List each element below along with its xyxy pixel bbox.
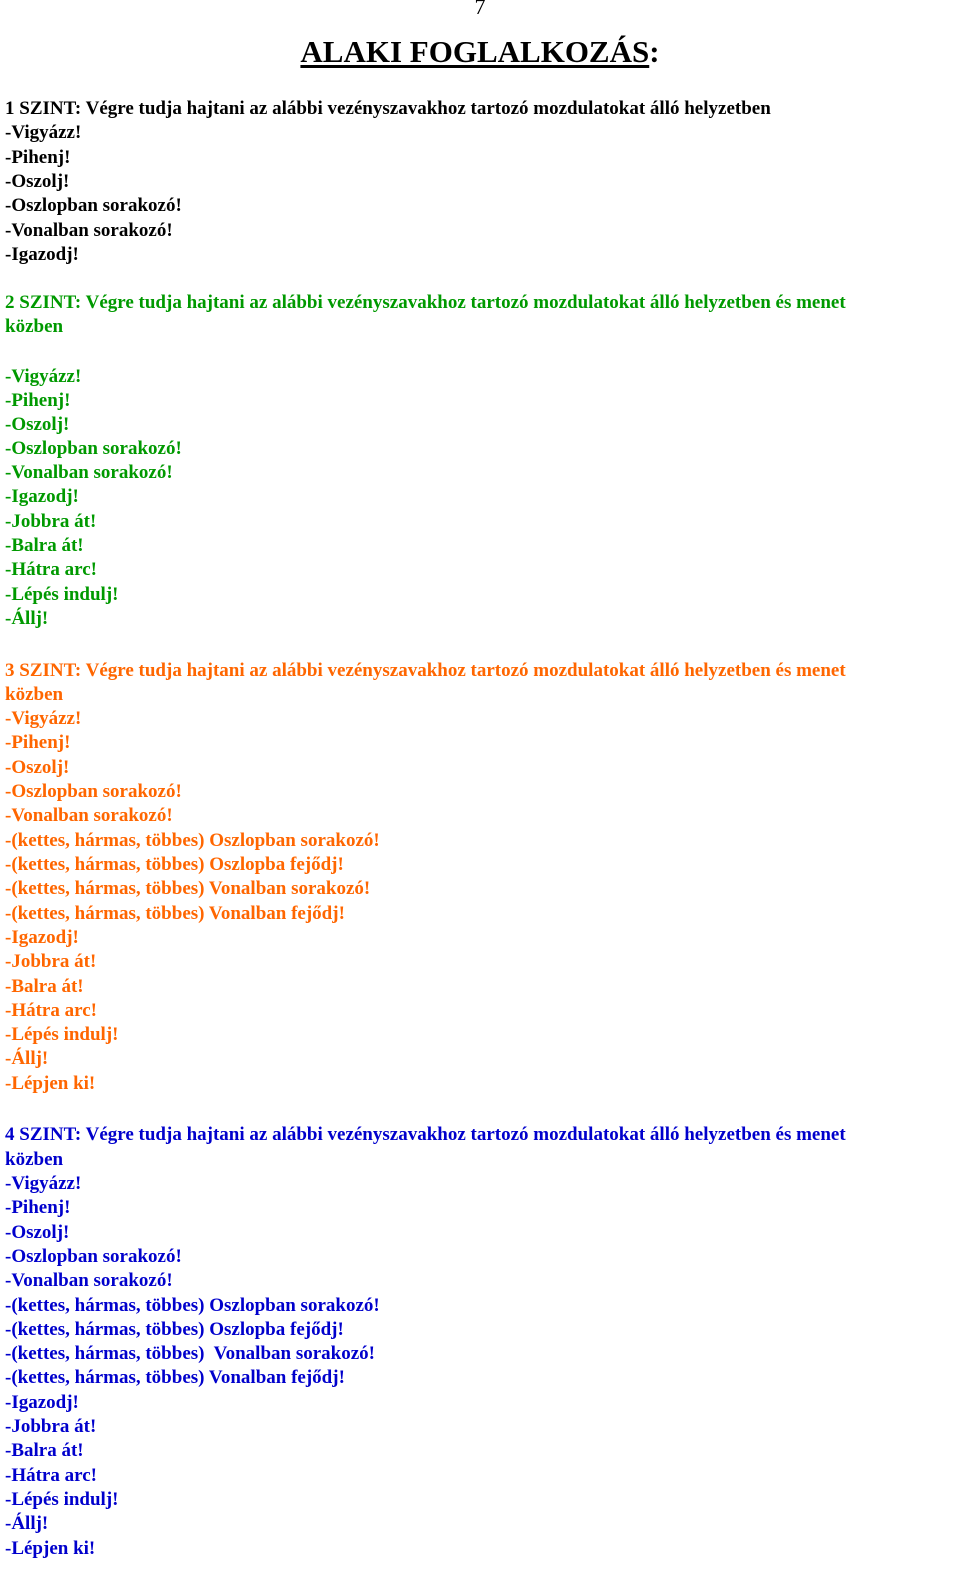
level-3-item: -Pihenj! xyxy=(5,732,71,753)
level-3-heading-cont: közben xyxy=(5,684,64,705)
level-4-item: -(kettes, hármas, többes) Vonalban fejődj! xyxy=(5,1367,345,1388)
level-2-heading-cont: közben xyxy=(5,316,64,337)
level-2-item: -Állj! xyxy=(5,608,49,629)
level-4-item: -Balra át! xyxy=(5,1440,84,1461)
level-3-item: -Oszlopban sorakozó! xyxy=(5,781,182,802)
level-2-heading: 2 SZINT: Végre tudja hajtani az alábbi vezényszavakhoz tartozó mozdulatokat álló helyzetben és menet xyxy=(5,292,846,313)
level-3-item: -(kettes, hármas, többes) Oszlopba fejődj! xyxy=(5,854,344,875)
level-1-item: -Oszlopban sorakozó! xyxy=(5,195,182,216)
level-2-item: -Igazodj! xyxy=(5,486,79,507)
level-2-item: -Vigyázz! xyxy=(5,366,82,387)
level-1-item: -Igazodj! xyxy=(5,244,79,265)
level-3-item: -Állj! xyxy=(5,1048,49,1069)
level-2-item: -Vonalban sorakozó! xyxy=(5,462,173,483)
page-title xyxy=(0,34,960,70)
level-3-item: -Vonalban sorakozó! xyxy=(5,805,173,826)
level-2-item: -Pihenj! xyxy=(5,390,71,411)
level-4-item: -Pihenj! xyxy=(5,1197,71,1218)
level-3-item: -Lépés indulj! xyxy=(5,1024,119,1045)
level-1-item: -Oszolj! xyxy=(5,171,70,192)
level-3-item: -(kettes, hármas, többes) Vonalban sorakozó! xyxy=(5,878,371,899)
level-4-item: -Jobbra át! xyxy=(5,1416,97,1437)
level-3-item: -Balra át! xyxy=(5,976,84,997)
level-4-item: -Oszolj! xyxy=(5,1222,70,1243)
level-4-item: -Vigyázz! xyxy=(5,1173,82,1194)
level-4-item: -Állj! xyxy=(5,1513,49,1534)
level-3-item: -Jobbra át! xyxy=(5,951,97,972)
level-4-item: -Vonalban sorakozó! xyxy=(5,1270,173,1291)
level-4-item: -Hátra arc! xyxy=(5,1465,97,1486)
level-3-item: -Hátra arc! xyxy=(5,1000,97,1021)
level-4-item: -(kettes, hármas, többes) Oszlopba fejődj! xyxy=(5,1319,344,1340)
level-3-item: -Vigyázz! xyxy=(5,708,82,729)
page-title-text: ALAKI FOGLALKOZÁS xyxy=(300,34,650,69)
level-2-item: -Oszlopban sorakozó! xyxy=(5,438,182,459)
level-2-item: -Lépés indulj! xyxy=(5,584,119,605)
level-4-heading: 4 SZINT: Végre tudja hajtani az alábbi vezényszavakhoz tartozó mozdulatokat álló helyzetben és menet xyxy=(5,1124,846,1145)
level-1-item: -Vonalban sorakozó! xyxy=(5,220,173,241)
level-1-item: -Vigyázz! xyxy=(5,122,82,143)
level-3-item: -Lépjen ki! xyxy=(5,1073,96,1094)
level-4-item: -Lépés indulj! xyxy=(5,1489,119,1510)
page-number: 7 xyxy=(474,0,486,19)
level-1-item: -Pihenj! xyxy=(5,147,71,168)
level-3-item: -(kettes, hármas, többes) Oszlopban sorakozó! xyxy=(5,830,380,851)
level-2-item: -Jobbra át! xyxy=(5,511,97,532)
level-4-item: -Lépjen ki! xyxy=(5,1538,96,1559)
level-4-item: -(kettes, hármas, többes) Oszlopban sorakozó! xyxy=(5,1295,380,1316)
level-4-heading-cont: közben xyxy=(5,1149,64,1170)
level-4-item: -(kettes, hármas, többes) Vonalban sorakozó! xyxy=(5,1343,375,1364)
level-4-item: -Igazodj! xyxy=(5,1392,79,1413)
level-2-item: -Hátra arc! xyxy=(5,559,97,580)
level-3-item: -Igazodj! xyxy=(5,927,79,948)
level-3-heading: 3 SZINT: Végre tudja hajtani az alábbi vezényszavakhoz tartozó mozdulatokat álló helyzetben és menet xyxy=(5,660,846,681)
level-2-item: -Balra át! xyxy=(5,535,84,556)
level-3-item: -Oszolj! xyxy=(5,757,70,778)
level-2-item: -Oszolj! xyxy=(5,414,70,435)
level-3-item: -(kettes, hármas, többes) Vonalban fejődj! xyxy=(5,903,345,924)
level-1-heading: 1 SZINT: Végre tudja hajtani az alábbi vezényszavakhoz tartozó mozdulatokat álló helyzetben xyxy=(5,98,771,119)
page-title-colon: : xyxy=(649,34,660,69)
level-4-item: -Oszlopban sorakozó! xyxy=(5,1246,182,1267)
